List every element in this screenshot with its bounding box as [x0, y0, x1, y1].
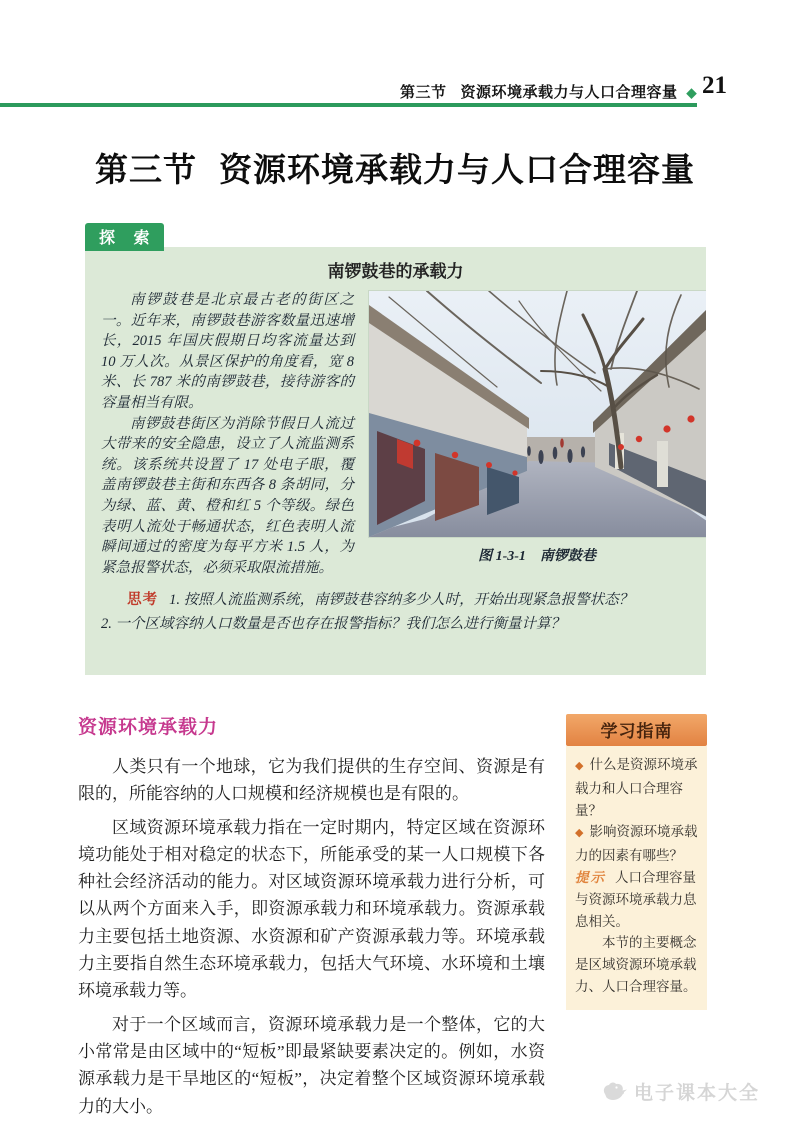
study-guide-title: 学习指南 [566, 714, 707, 746]
diamond-bullet-icon: ◆ [575, 760, 584, 772]
explore-paragraph: 南锣鼓巷街区为消除节假日人流过大带来的安全隐患，设立了人流监测系统。该系统共设置了 17 处电子眼，覆盖南锣鼓巷主街和东西各 8 条胡同，分为绿、蓝、黄、橙和红 5 个等级。绿色表明人流处于畅通状态，红色表明人流瞬间通过的密度为每平方米 1.5 人，为紧急报警状态，必须采取限流措施。 [101, 415, 354, 576]
study-guide-question [575, 754, 698, 821]
think-questions [101, 589, 690, 636]
think-question-2: 2. 一个区域容纳人口数量是否也存在报警指标？我们怎么进行衡量计算？ [101, 615, 565, 632]
street-photo [368, 290, 706, 538]
body-paragraph: 人类只有一个地球，它为我们提供的生存空间、资源是有限的，所能容纳的人口规模和经济规模也是有限的。 [78, 757, 545, 804]
body-paragraph: 区域资源环境承载力指在一定时期内，特定区域在资源环境功能处于相对稳定的状态下，所能承受的某一人口规模下各种社会经济活动的能力。对区域资源环境承载力进行分析，可以从两个方面来入手，即资源承载力和环境承载力。资源承载力主要包括土地资源、水资源和矿产资源承载力等。环境承载力主要指自然生态环境承载力，包括大气环境、水环境和土壤环境承载力等。 [78, 817, 545, 1001]
running-head-text [0, 81, 697, 102]
figure-caption: 图 1-3-1 南锣鼓巷 [478, 549, 596, 564]
running-head-title: 资源环境承载力与人口合理容量 [460, 84, 678, 101]
page-title-text: 资源环境承载力与人口合理容量 [219, 153, 695, 189]
study-guide-question-2: 影响资源环境承载力的因素有哪些？ [575, 824, 698, 864]
figure-nanluoguxiang [368, 290, 706, 578]
study-guide-body [566, 746, 707, 1010]
think-label: 思考 [127, 592, 159, 609]
bird-logo-icon [601, 1080, 627, 1104]
explore-box [85, 247, 706, 675]
think-question-1: 1. 按照人流监测系统，南锣鼓巷容纳多少人时，开始出现紧急报警状态？ [169, 592, 634, 609]
brand-name: 电子课本大全 [633, 1083, 760, 1104]
section-heading: 资源环境承载力 [78, 717, 219, 738]
section-body [78, 712, 545, 1126]
explore-paragraph: 南锣鼓巷是北京最古老的街区之一。近年来，南锣鼓巷游客数量迅速增长，2015 年国庆假期日均客流量达到 10 万人次。从景区保护的角度看，宽 8 米、长 787 米的南锣鼓巷，接待游客的容量相当有限。 [101, 292, 354, 411]
page-number: 21 [702, 72, 727, 99]
page-title-section: 第三节 [95, 153, 197, 189]
study-guide-note: 本节的主要概念是区域资源环境承载力、人口合理容量。 [575, 935, 697, 994]
study-guide-question-1: 什么是资源环境承载力和人口合理容量？ [575, 757, 698, 818]
tip-label: 提示 [575, 869, 606, 885]
explore-tab: 探 索 [85, 223, 164, 251]
diamond-icon: ◆ [686, 85, 697, 100]
brand-watermark [601, 1078, 760, 1105]
tip-text: 人口合理容量与资源环境承载力息息相关。 [575, 869, 697, 929]
diamond-bullet-icon: ◆ [575, 827, 584, 840]
study-guide-panel [566, 714, 707, 1126]
page-title [95, 144, 695, 191]
explore-box-title: 南锣鼓巷的承载力 [327, 262, 464, 281]
running-head-section: 第三节 [399, 84, 447, 101]
explore-body-text [101, 290, 354, 578]
body-paragraph: 对于一个区域而言，资源环境承载力是一个整体，它的大小常常是由区域中的“短板”即最紧缺要素决定的。例如，水资源承载力是干旱地区的“短板”，决定着整个区域资源环境承载力的大小。 [78, 1014, 545, 1116]
study-guide-question [575, 821, 698, 867]
running-head [0, 0, 787, 110]
header-rule [0, 103, 697, 107]
